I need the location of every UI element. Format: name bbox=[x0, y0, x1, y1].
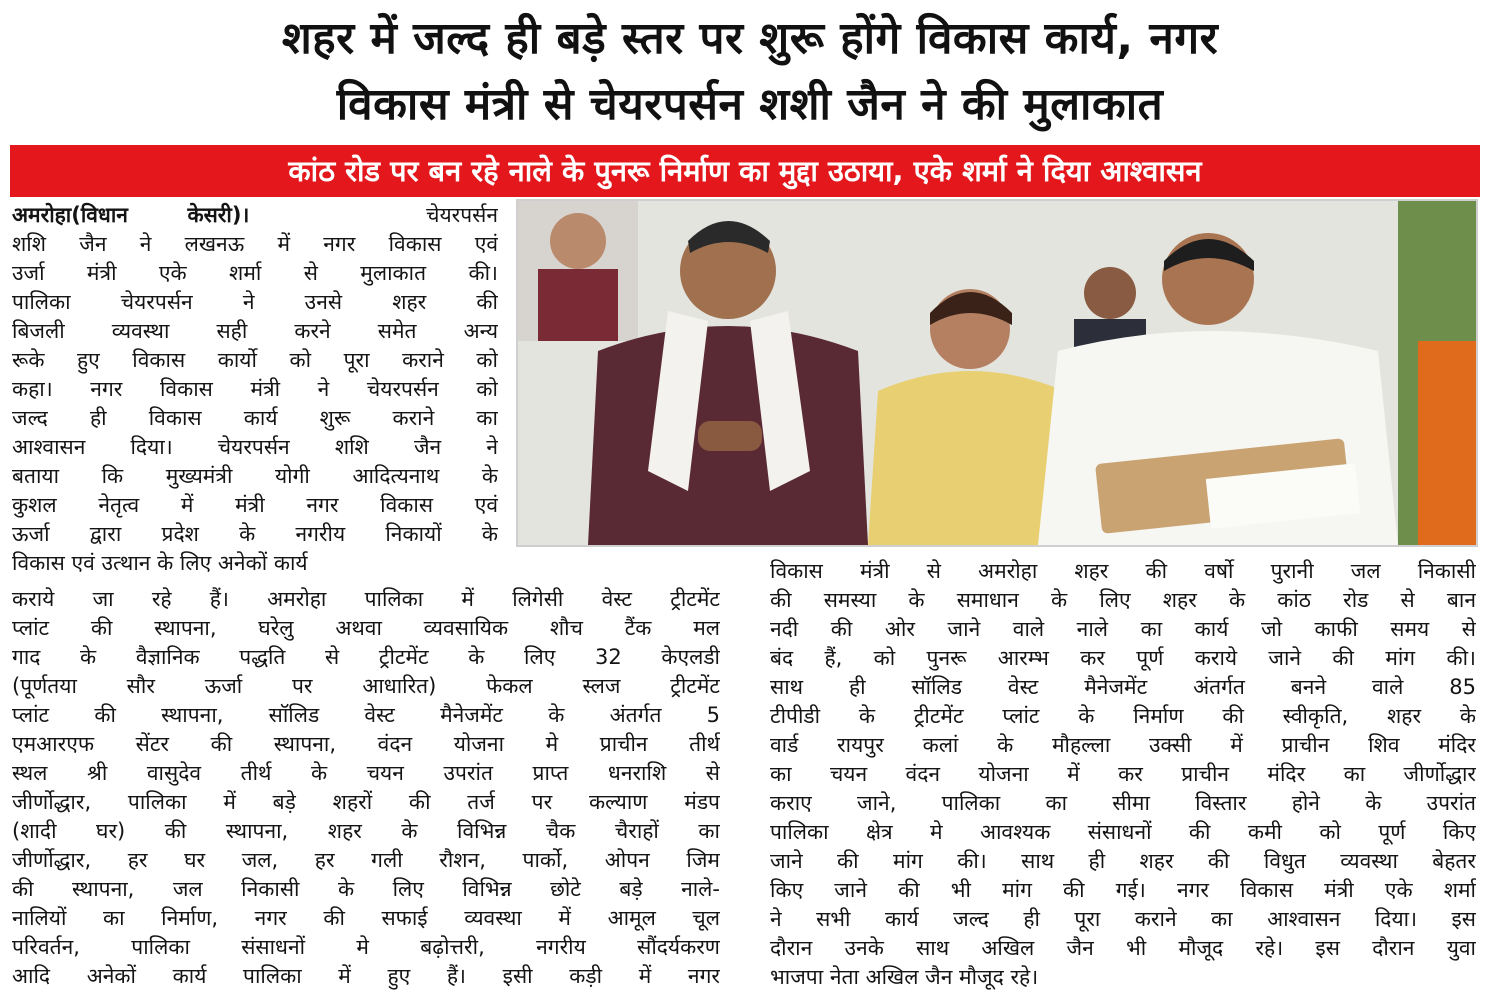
dateline: अमरोहा(विधान केसरी)। bbox=[12, 203, 250, 227]
article-line: बंद हैं, को पुनरू आरम्भ कर पूर्ण कराये जाने की मांग की। bbox=[770, 646, 1476, 670]
article-line: विकास मंत्री से अमरोहा शहर की वर्षो पुरानी जल निकासी bbox=[770, 559, 1476, 583]
subheadline-bar: कांठ रोड पर बन रहे नाले के पुनरू निर्माण का मुद्दा उठाया, एके शर्मा ने दिया आश्वासन bbox=[10, 145, 1480, 197]
article-line: जीर्णोद्धार, हर घर जल, हर गली रौशन, पार्को, ओपन जिम bbox=[12, 848, 720, 872]
article-line: की समस्या के समाधान के लिए शहर के कांठ रोड से बान bbox=[770, 588, 1476, 612]
article-line: शशि जैन ने लखनऊ में नगर विकास एवं bbox=[12, 232, 498, 256]
article-line: कुशल नेतृत्व में मंत्री नगर विकास एवं bbox=[12, 493, 498, 517]
article-line: भाजपा नेता अखिल जैन मौजूद रहे। bbox=[770, 965, 1039, 989]
article-line: एमआरएफ सेंटर की स्थापना, वंदन योजना मे प्राचीन तीर्थ bbox=[12, 732, 720, 756]
article-line: टीपीडी के ट्रीटमेंट प्लांट के निर्माण की स्वीकृति, शहर के bbox=[770, 704, 1476, 728]
article-line: आश्वासन दिया। चेयरपर्सन शशि जैन ने bbox=[12, 435, 498, 459]
article-line: पालिका क्षेत्र मे आवश्यक संसाधनों की कमी को पूर्ण किए bbox=[770, 820, 1476, 844]
article-line: (शादी घर) की स्थापना, शहर के विभिन्न चैक चैराहों का bbox=[12, 819, 720, 843]
article-line: किए जाने की भी मांग की गई। नगर विकास मंत्री एके शर्मा bbox=[770, 878, 1476, 902]
article-line: प्लांट की स्थापना, घरेलु अथवा व्यवसायिक शौच टैंक मल bbox=[12, 616, 720, 640]
headline-line-1: शहर में जल्द ही बड़े स्तर पर शुरू होंगे विकास कार्य, नगर bbox=[281, 13, 1219, 64]
article-line: बिजली व्यवस्था सही करने समेत अन्य bbox=[12, 319, 498, 343]
article-line: परिवर्तन, पालिका संसाधनों मे बढ़ोत्तरी, नगरीय सौंदर्यकरण bbox=[12, 935, 720, 959]
article-line: नालियों का निर्माण, नगर की सफाई व्यवस्था में आमूल चूल bbox=[12, 906, 720, 930]
article-line: साथ ही सॉलिड वेस्ट मैनेजमेंट अंतर्गत बनने वाले 85 bbox=[770, 675, 1476, 699]
left-column-top bbox=[12, 201, 498, 578]
article-line: की स्थापना, जल निकासी के लिए विभिन्न छोटे बड़े नाले- bbox=[12, 877, 720, 901]
article-line bbox=[12, 201, 498, 230]
article-line: आदि अनेकों कार्य पालिका में हुए हैं। इसी कड़ी में नगर bbox=[12, 964, 720, 988]
article-line: जल्द ही विकास कार्य शुरू कराने का bbox=[12, 406, 498, 430]
left-column-bottom bbox=[12, 585, 720, 991]
article-line: जीर्णोद्धार, पालिका में बड़े शहरों की तर्ज पर कल्याण मंडप bbox=[12, 790, 720, 814]
article-line: रूके हुए विकास कार्यो को पूरा कराने को bbox=[12, 348, 498, 372]
headline bbox=[0, 6, 1500, 138]
article-line: का चयन वंदन योजना में कर प्राचीन मंदिर का जीर्णोद्धार bbox=[770, 762, 1476, 786]
background-person-head bbox=[1084, 267, 1136, 319]
article-line: नदी की ओर जाने वाले नाले का कार्य जो काफी समय से bbox=[770, 617, 1476, 641]
article-line: कराए जाने, पालिका का सीमा विस्तार होने के उपरांत bbox=[770, 791, 1476, 815]
article-line: ऊर्जा द्वारा प्रदेश के नगरीय निकायों के bbox=[12, 522, 498, 546]
person-minister-hands bbox=[698, 421, 762, 451]
news-photo-illustration bbox=[518, 201, 1476, 545]
article-line-text: चेयरपर्सन bbox=[426, 203, 498, 227]
article-line: कहा। नगर विकास मंत्री ने चेयरपर्सन को bbox=[12, 377, 498, 401]
article-line: (पूर्णतया सौर ऊर्जा पर आधारित) फेकल स्लज ट्रीटमेंट bbox=[12, 674, 720, 698]
article-line: दौरान उनके साथ अखिल जैन भी मौजूद रहे। इस दौरान युवा bbox=[770, 936, 1476, 960]
headline-line-2: विकास मंत्री से चेयरपर्सन शशी जैन ने की मुलाकात bbox=[336, 79, 1164, 130]
article-line: पालिका चेयरपर्सन ने उनसे शहर की bbox=[12, 290, 498, 314]
poster-shirt bbox=[538, 269, 618, 341]
article-line: जाने की मांग की। साथ ही शहर की विधुत व्यवस्था बेहतर bbox=[770, 849, 1476, 873]
article-line: बताया कि मुख्यमंत्री योगी आदित्यनाथ के bbox=[12, 464, 498, 488]
article-line: ने सभी कार्य जल्द ही पूरा कराने का आश्वासन दिया। इस bbox=[770, 907, 1476, 931]
right-column bbox=[770, 557, 1476, 992]
article-line: प्लांट की स्थापना, सॉलिड वेस्ट मैनेजमेंट के अंतर्गत 5 bbox=[12, 703, 720, 727]
article-line: उर्जा मंत्री एके शर्मा से मुलाकात की। bbox=[12, 261, 498, 285]
poster-face bbox=[550, 213, 606, 269]
article-line: कराये जा रहे हैं। अमरोहा पालिका में लिगेसी वेस्ट ट्रीटमेंट bbox=[12, 587, 720, 611]
news-photo bbox=[516, 199, 1478, 547]
article-line: स्थल श्री वासुदेव तीर्थ के चयन उपरांत प्राप्त धनराशि से bbox=[12, 761, 720, 785]
flag-backdrop bbox=[1418, 341, 1476, 545]
article-line: गाद के वैज्ञानिक पद्धति से ट्रीटमेंट के लिए 32 केएलडी bbox=[12, 645, 720, 669]
article-line: वार्ड रायपुर कलां के मौहल्ला उक्सी में प्राचीन शिव मंदिर bbox=[770, 733, 1476, 757]
article-line: विकास एवं उत्थान के लिए अनेकों कार्य bbox=[12, 551, 308, 575]
